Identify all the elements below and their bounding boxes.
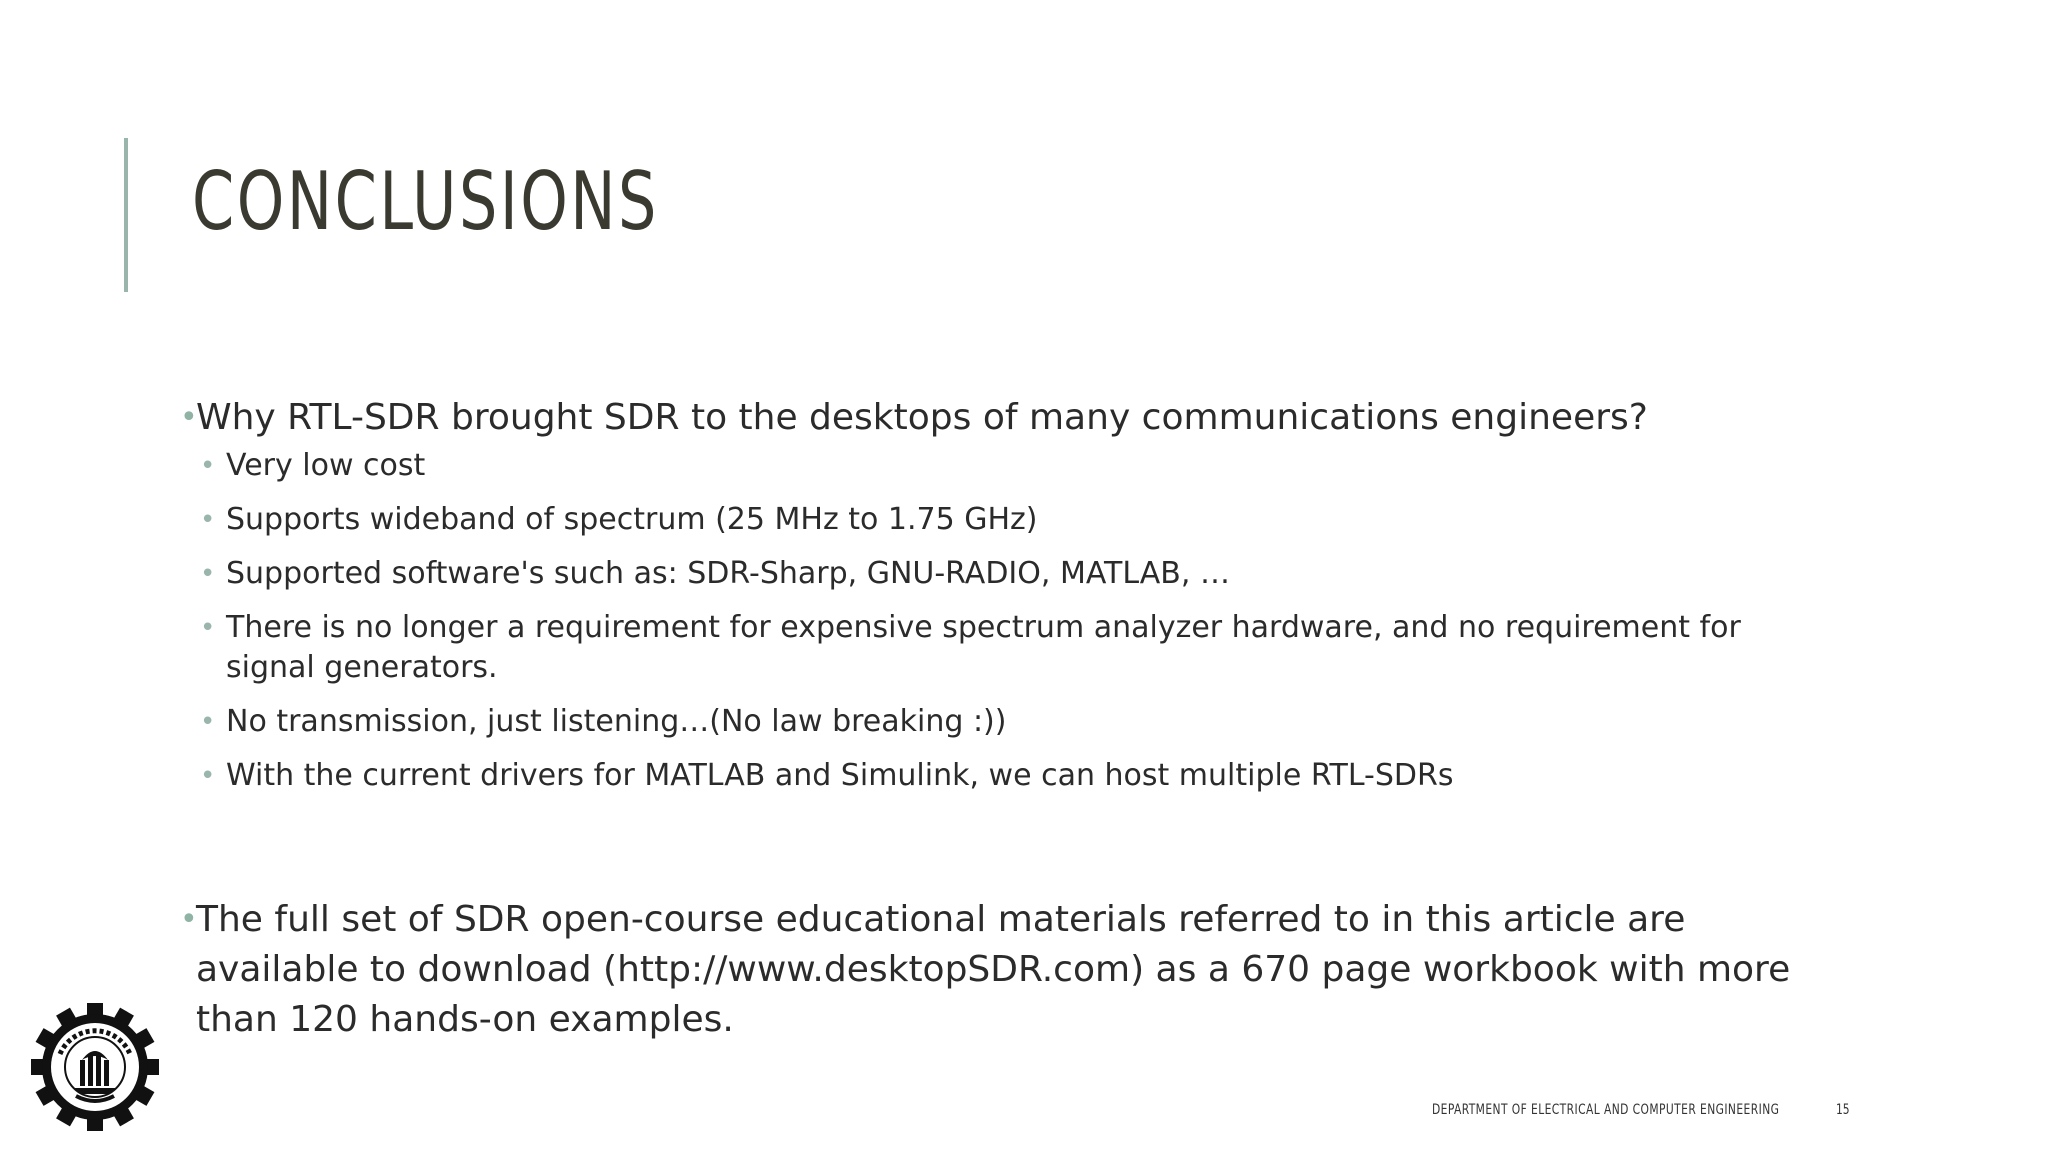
university-seal-icon	[30, 1002, 160, 1132]
list-item: • With the current drivers for MATLAB and Simulink, we can host multiple RTL-SDRs	[200, 756, 1800, 796]
slide-title: CONCLUSIONS	[192, 155, 659, 248]
list-item: • There is no longer a requirement for expensive spectrum analyzer hardware, and no requirement for signal generators.	[200, 608, 1800, 688]
title-accent-bar	[124, 138, 128, 292]
question-bullet: • Why RTL-SDR brought SDR to the desktops of many communications engineers?	[180, 393, 1796, 443]
list-item: • No transmission, just listening…(No law breaking :))	[200, 702, 1800, 742]
list-item: • Supports wideband of spectrum (25 MHz to 1.75 GHz)	[200, 500, 1800, 540]
answer-list	[200, 446, 1800, 810]
footer-department: DEPARTMENT OF ELECTRICAL AND COMPUTER ENGINEERING	[1432, 1102, 1780, 1118]
list-item: • Supported software's such as: SDR-Sharp, GNU-RADIO, MATLAB, …	[200, 554, 1800, 594]
list-item: • Very low cost	[200, 446, 1800, 486]
page-number: 15	[1836, 1102, 1850, 1118]
availability-bullet: • The full set of SDR open-course educational materials referred to in this article are available to download (http://www.desktopSDR.com) as a 670 page workbook with more than 120 hands-on examples.	[180, 895, 1816, 1045]
